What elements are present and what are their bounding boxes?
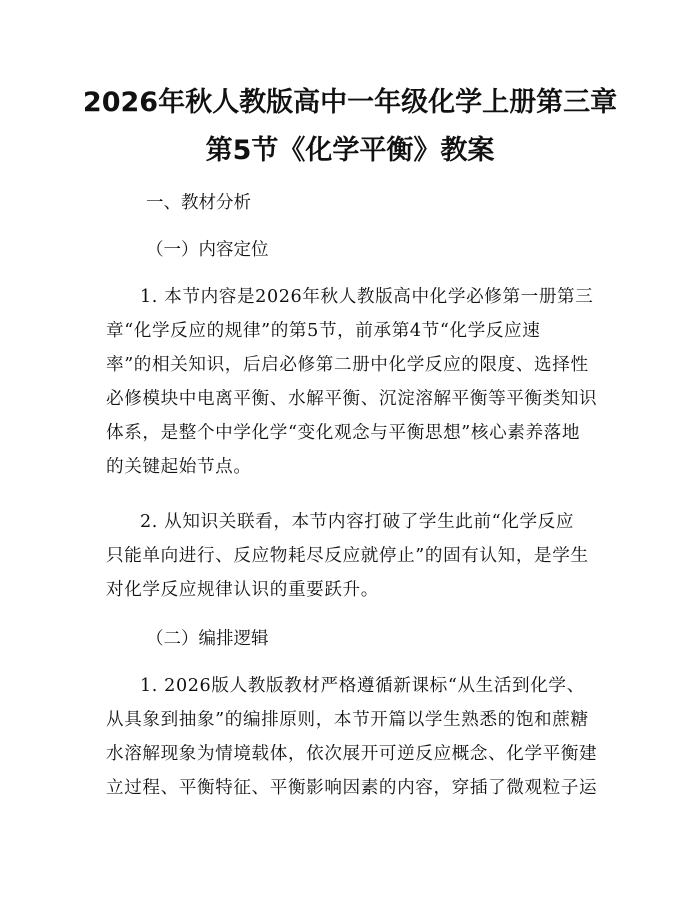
paragraph-1-line: 体系，是整个中学化学“变化观念与平衡思想”核心素养落地 <box>106 423 581 443</box>
paragraph-1-line: 1. 本节内容是2026年秋人教版高中化学必修第一册第三 <box>140 287 594 307</box>
paragraph-1-line: 率”的相关知识，后启必修第二册中化学反应的限度、选择性 <box>106 355 589 375</box>
paragraph-1-line: 的关键起始节点。 <box>106 457 252 477</box>
document-title-line-1: 2026年秋人教版高中一年级化学上册第三章 <box>82 87 618 118</box>
paragraph-1-line: 章“化学反应的规律”的第5节，前承第4节“化学反应速 <box>106 321 541 341</box>
paragraph-3-line: 水溶解现象为情境载体，依次展开可逆反应概念、化学平衡建 <box>106 744 598 764</box>
paragraph-1 <box>106 285 599 489</box>
paragraph-2-line: 对化学反应规律认识的重要跃升。 <box>106 580 379 600</box>
paragraph-3 <box>106 674 599 810</box>
paragraph-3-line: 1. 2026版人教版教材严格遵循新课标“从生活到化学、 <box>140 676 585 696</box>
document-title-line-2: 第5节《化学平衡》教案 <box>205 135 495 166</box>
subsection-heading-content-positioning: （一）内容定位 <box>146 240 269 260</box>
paragraph-3-line: 立过程、平衡特征、平衡影响因素的内容，穿插了微观粒子运 <box>106 778 598 798</box>
paragraph-2 <box>106 510 599 612</box>
paragraph-1-line: 必修模块中电离平衡、水解平衡、沉淀溶解平衡等平衡类知识 <box>106 389 598 409</box>
section-heading-textbook-analysis: 一、教材分析 <box>146 193 251 213</box>
paragraph-3-line: 从具象到抽象”的编排原则，本节开篇以学生熟悉的饱和蔗糖 <box>106 710 589 730</box>
subsection-heading-arrangement-logic: （二）编排逻辑 <box>146 629 269 649</box>
paragraph-2-line: 2. 从知识关联看，本节内容打破了学生此前“化学反应 <box>140 512 575 532</box>
paragraph-2-line: 只能单向进行、反应物耗尽反应就停止”的固有认知，是学生 <box>106 546 589 566</box>
